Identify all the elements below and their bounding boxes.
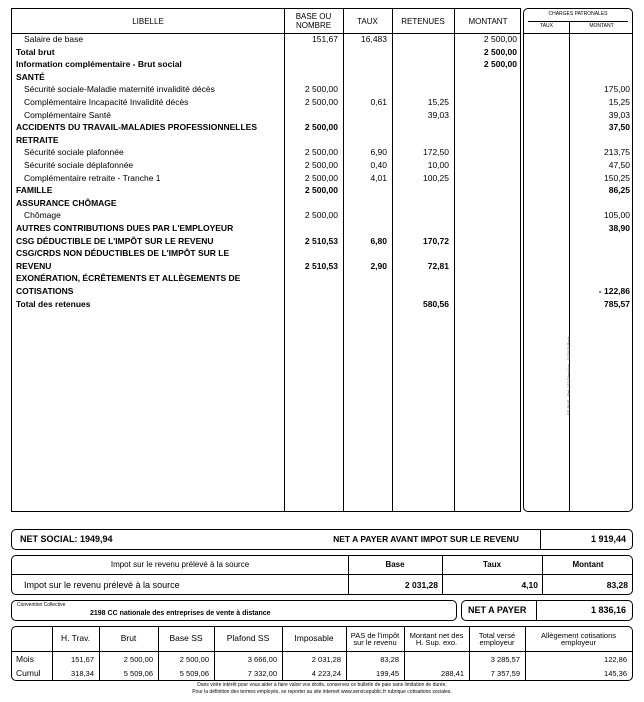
- row-label: COTISATIONS: [16, 286, 74, 296]
- patronal-row: [524, 46, 634, 59]
- summary-cell: 4 223,24: [311, 668, 341, 678]
- footer-line1: Dans votre intérêt pour vous aider à faire valoir vos droits, conservez ce bulletin de paie sans limitation de durée.: [197, 682, 447, 688]
- row-base: 2 500,00: [304, 122, 338, 133]
- patronal-row: [524, 272, 634, 285]
- row-patronal-montant: 785,57: [604, 298, 630, 309]
- convention-value: 2198 CC nationale des entreprises de vente à distance: [90, 610, 271, 617]
- header-retenues: RETENUES: [401, 16, 445, 26]
- patronal-row: [524, 285, 634, 298]
- summary-cell: 3 285,57: [490, 655, 520, 664]
- table-row: [12, 109, 522, 122]
- row-label: Sécurité sociale déplafonnée: [24, 160, 134, 170]
- row-base: 2 500,00: [304, 172, 338, 183]
- impot-header-taux: Taux: [482, 560, 502, 569]
- summary-cell: 2 500,00: [123, 655, 153, 664]
- row-label: Complémentaire retraite - Tranche 1: [24, 172, 161, 183]
- row-retenues: 580,56: [423, 298, 449, 309]
- table-row: [12, 46, 522, 59]
- table-row: [12, 197, 522, 210]
- summary-cell: 7 357,59: [490, 668, 520, 678]
- row-taux: 6,90: [370, 147, 387, 158]
- row-base: 2 510,53: [304, 260, 338, 271]
- row-taux: 4,01: [370, 172, 387, 183]
- summary-header: Brut: [120, 633, 137, 644]
- patronal-row: [524, 109, 634, 122]
- row-label: EXONÉRATION, ÉCRÊTEMENTS ET ALLÈGEMENTS DE: [16, 273, 241, 284]
- row-label: RETRAITE: [16, 134, 59, 145]
- row-retenues: 170,72: [423, 235, 449, 246]
- row-label: Chômage: [24, 210, 61, 221]
- summary-cell: 151,67: [71, 655, 94, 664]
- row-label: ACCIDENTS DU TRAVAIL-MALADIES PROFESSIONNELLES: [16, 122, 257, 133]
- summary-cell: 5 509,06: [179, 668, 209, 678]
- summary-header: Plafond SS: [226, 633, 270, 644]
- row-label: Total des retenues: [16, 298, 91, 309]
- impot-header-base: Base: [385, 560, 405, 569]
- summary-header: H. Trav.: [60, 633, 91, 644]
- patronal-row: [524, 260, 634, 273]
- summary-cell: 318,34: [71, 668, 94, 678]
- row-base: 2 510,53: [304, 235, 338, 246]
- summary-cell: 2 031,28: [311, 655, 341, 664]
- summary-cell: 3 666,00: [247, 655, 277, 664]
- row-label: CSG DÉDUCTIBLE DE L'IMPÔT SUR LE REVENU: [16, 235, 214, 246]
- impot-row-label: Impot sur le revenu prélevé à la source: [24, 580, 180, 590]
- header-libelle: LIBELLE: [132, 16, 164, 26]
- table-row: [12, 134, 522, 147]
- row-patronal-montant: 38,90: [608, 223, 630, 233]
- row-label: Sécurité sociale plafonnée: [24, 147, 124, 158]
- summary-cell: 83,28: [380, 655, 399, 664]
- net-a-payer-value: 1 836,16: [590, 605, 626, 615]
- row-patronal-montant: 150,25: [604, 172, 630, 183]
- table-row: [12, 146, 522, 159]
- convention-box: [11, 600, 457, 621]
- patronal-row: [524, 222, 634, 235]
- row-base: 2 500,00: [304, 147, 338, 158]
- row-taux: 6,80: [370, 235, 387, 246]
- table-row: [12, 159, 522, 172]
- row-retenues: 72,81: [427, 260, 449, 271]
- table-row: [12, 172, 522, 185]
- table-row: [12, 260, 522, 273]
- patronal-header-taux: TAUX: [540, 23, 553, 29]
- row-montant: 2 500,00: [483, 34, 517, 44]
- row-taux: 0,61: [370, 97, 387, 107]
- row-patronal-montant: - 122,86: [598, 286, 630, 296]
- row-label: Salaire de base: [24, 34, 84, 44]
- patronal-row: [524, 83, 634, 96]
- patronal-row: [524, 247, 634, 260]
- impot-row-montant: 83,28: [606, 580, 628, 590]
- row-label: Information complémentaire - Brut social: [16, 59, 182, 70]
- table-row: [12, 83, 522, 96]
- row-patronal-montant: 37,50: [608, 122, 630, 133]
- row-patronal-montant: 15,25: [608, 97, 630, 107]
- table-row: [12, 71, 522, 84]
- summary-header: Base SS: [169, 633, 203, 644]
- row-base: 2 500,00: [304, 185, 338, 196]
- row-retenues: 172,50: [423, 147, 449, 158]
- table-row: [12, 285, 522, 298]
- table-row: [12, 184, 522, 197]
- row-base: 151,67: [312, 34, 338, 44]
- row-base: 2 500,00: [304, 160, 338, 170]
- patronal-row: [524, 33, 634, 46]
- impot-row-taux: 4,10: [521, 580, 538, 590]
- summary-header: Montant net des H. Sup. exo.: [409, 630, 464, 647]
- impot-header-montant: Montant: [572, 560, 604, 569]
- summary-row-label: Mois: [16, 654, 34, 664]
- row-label: AUTRES CONTRIBUTIONS DUES PAR L'EMPLOYEUR: [16, 223, 234, 233]
- footer-line2: Pour la définition des termes employés, se reporter au site internet www.servicepublic.fr rubrique cotisations sociales.: [192, 689, 452, 695]
- row-retenues: 100,25: [423, 172, 449, 183]
- row-montant: 2 500,00: [483, 46, 517, 57]
- patronal-header-montant: MONTANT: [589, 23, 614, 29]
- row-patronal-montant: 213,75: [604, 147, 630, 158]
- summary-header: PAS de l'impôt sur le revenu: [350, 630, 400, 647]
- patronal-row: [524, 71, 634, 84]
- summary-cell: 5 509,06: [123, 668, 153, 678]
- patronal-row: [524, 121, 634, 134]
- row-taux: 16,483: [361, 34, 387, 44]
- net-a-payer-label: NET A PAYER: [468, 605, 527, 615]
- net-avant-label: NET A PAYER AVANT IMPOT SUR LE REVENU: [333, 534, 519, 544]
- patronal-row: [524, 172, 634, 185]
- row-base: 2 500,00: [304, 210, 338, 221]
- summary-cell: 7 332,00: [247, 668, 277, 678]
- patronal-row: [524, 235, 634, 248]
- summary-cell: 199,45: [376, 668, 399, 678]
- table-row: [12, 235, 522, 248]
- table-row: [12, 33, 522, 46]
- table-row: [12, 222, 522, 235]
- summary-table: [11, 626, 633, 681]
- row-label: Total brut: [16, 46, 55, 57]
- main-table: [11, 8, 521, 512]
- row-taux: 0,40: [370, 160, 387, 170]
- patronal-row: [524, 197, 634, 210]
- patronal-row: [524, 298, 634, 311]
- row-retenues: 10,00: [427, 160, 449, 170]
- row-label: Sécurité sociale-Maladie maternité invalidité décès: [24, 84, 215, 95]
- row-retenues: 39,03: [427, 109, 449, 120]
- row-base: 2 500,00: [304, 84, 338, 95]
- net-social-box: [11, 529, 633, 550]
- summary-row-label: Cumul: [16, 667, 41, 678]
- row-label: Complémentaire Santé: [24, 109, 111, 120]
- row-label: FAMILLE: [16, 185, 53, 196]
- impot-row-base: 2 031,28: [404, 580, 438, 590]
- summary-header: Allègement cotisations employeur: [540, 630, 617, 647]
- row-label: REVENU: [16, 260, 52, 271]
- patronal-row: [524, 58, 634, 71]
- net-avant-value: 1 919,44: [590, 534, 626, 544]
- patronal-row: [524, 209, 634, 222]
- net-a-payer-box: [461, 600, 633, 621]
- row-montant: 2 500,00: [483, 59, 517, 70]
- summary-grid: [12, 627, 632, 680]
- row-label: SANTÉ: [16, 71, 45, 82]
- row-label: ASSURANCE CHÔMAGE: [16, 197, 117, 208]
- side-text: ES PAIE - Réf. 152 Direction - 11/2019 Paris: [566, 336, 571, 415]
- convention-label: Convention Collective: [17, 602, 66, 608]
- row-base: 2 500,00: [304, 97, 338, 107]
- table-row: [12, 58, 522, 71]
- header-montant: MONTANT: [468, 16, 508, 26]
- impot-header-label: Impot sur le revenu prélevé à la source: [110, 560, 250, 569]
- impot-box: [11, 555, 633, 595]
- patronal-row: [524, 134, 634, 147]
- patronal-table: [523, 8, 633, 512]
- row-patronal-montant: 47,50: [608, 160, 630, 170]
- summary-cell: 288,41: [441, 668, 464, 678]
- table-row: [12, 272, 522, 285]
- row-patronal-montant: 105,00: [604, 210, 630, 221]
- header-base: BASE OU NOMBRE: [295, 12, 332, 30]
- summary-header: Imposable: [294, 633, 334, 644]
- row-retenues: 15,25: [427, 97, 449, 107]
- table-row: [12, 121, 522, 134]
- patronal-row: [524, 96, 634, 109]
- patronal-row: [524, 184, 634, 197]
- row-patronal-montant: 86,25: [608, 185, 630, 196]
- patronal-title: CHARGES PATRONALES: [548, 11, 608, 17]
- row-patronal-montant: 175,00: [604, 84, 630, 95]
- patronal-row: [524, 159, 634, 172]
- patronal-row: [524, 146, 634, 159]
- table-row: [12, 209, 522, 222]
- row-label: Complémentaire Incapacité Invalidité décès: [24, 97, 189, 107]
- summary-header: Total versé employeur: [478, 630, 516, 647]
- summary-cell: 2 500,00: [179, 655, 209, 664]
- net-social-label: NET SOCIAL: 1949,94: [20, 534, 113, 544]
- summary-cell: 145,36: [604, 668, 627, 678]
- row-taux: 2,90: [370, 260, 387, 271]
- table-row: [12, 247, 522, 260]
- summary-cell: 122,86: [604, 655, 627, 664]
- header-taux: TAUX: [357, 16, 378, 26]
- table-row: [12, 96, 522, 109]
- row-patronal-montant: 39,03: [608, 109, 630, 120]
- row-label: CSG/CRDS NON DÉDUCTIBLES DE L'IMPÔT SUR LE: [16, 248, 230, 259]
- table-row: [12, 298, 522, 311]
